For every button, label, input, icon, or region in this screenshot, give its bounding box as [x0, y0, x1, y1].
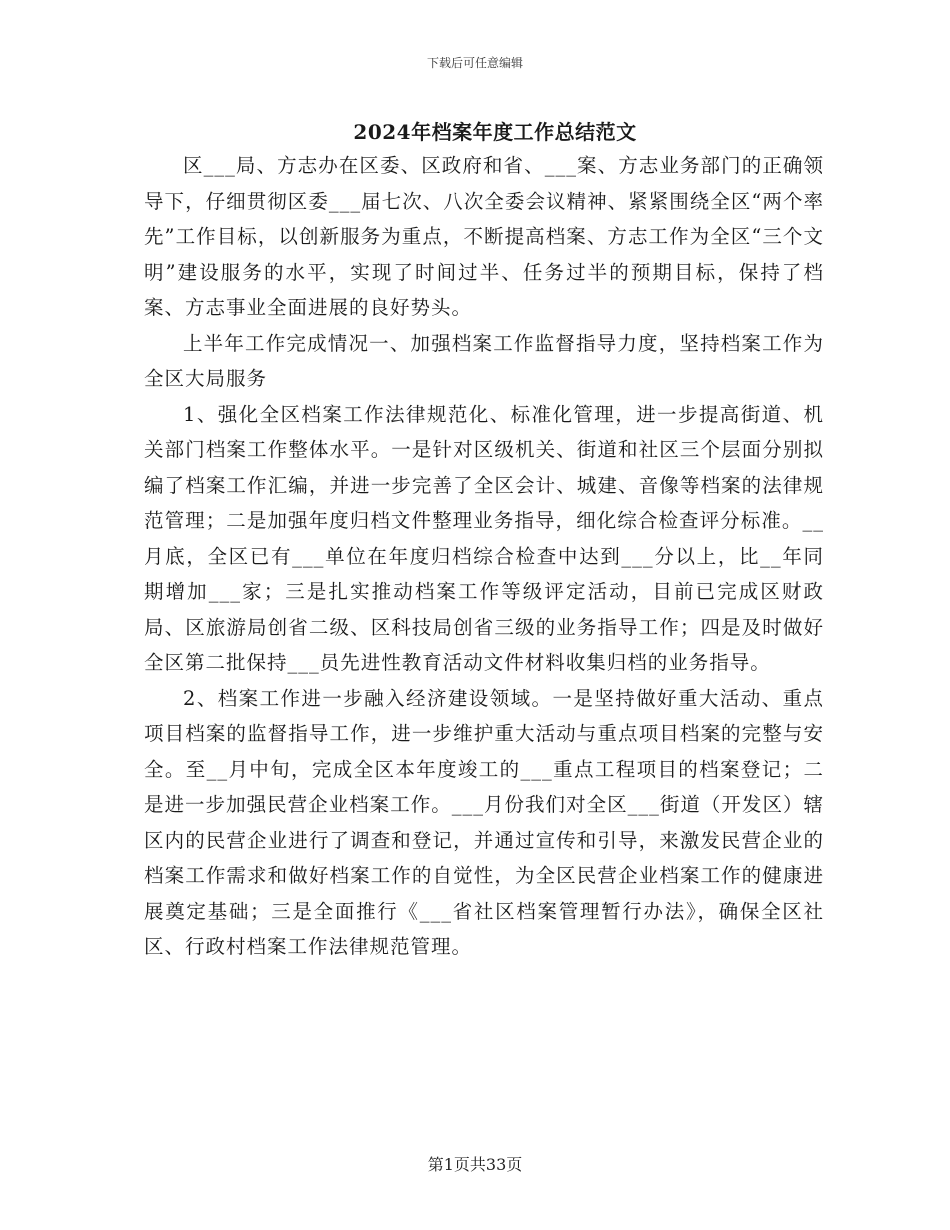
document-title: 2024年档案年度工作总结范文 [353, 120, 637, 144]
document-body [144, 148, 824, 965]
page-number-footer: 第1页共33页 [427, 1155, 523, 1174]
paragraph-intro: 区___局、方志办在区委、区政府和省、___案、方志业务部门的正确领导下，仔细贯彻区委___届七次、八次全委会议精神、紧紧围绕全区“两个率先”工作目标，以创新服务为重点，不断提高档案、方志工作为全区“三个文明”建设服务的水平，实现了时间过半、任务过半的预期目标，保持了档案、方志事业全面进展的良好势头。 [144, 154, 824, 319]
paragraph-item-1: 1、强化全区档案工作法律规范化、标准化管理，进一步提高街道、机关部门档案工作整体水平。一是针对区级机关、街道和社区三个层面分别拟编了档案工作汇编，并进一步完善了全区会计、城建、音像等档案的法律规范管理；二是加强年度归档文件整理业务指导，细化综合检查评分标准。__月底，全区已有___单位在年度归档综合检查中达到___分以上，比__年同期增加___家；三是扎实推动档案工作等级评定活动，目前已完成区财政局、区旅游局创省二级、区科技局创省三级的业务指导工作；四是及时做好全区第二批保持___员先进性教育活动文件材料收集归档的业务指导。 [144, 402, 824, 674]
paragraph-item-2: 2、档案工作进一步融入经济建设领域。一是坚持做好重大活动、重点项目档案的监督指导工作，进一步维护重大活动与重点项目档案的完整与安全。至__月中旬，完成全区本年度竣工的___重点工程项目的档案登记；二是进一步加强民营企业档案工作。___月份我们对全区___街道（开发区）辖区内的民营企业进行了调查和登记，并通过宣传和引导，来激发民营企业的档案工作需求和做好档案工作的自觉性，为全区民营企业档案工作的健康进展奠定基础；三是全面推行《___省社区档案管理暂行办法》，确保全区社区、行政村档案工作法律规范管理。 [144, 686, 824, 958]
header-note: 下载后可任意编辑 [426, 56, 523, 70]
paragraph-section-heading: 上半年工作完成情况一、加强档案工作监督指导力度，坚持档案工作为全区大局服务 [144, 331, 824, 390]
